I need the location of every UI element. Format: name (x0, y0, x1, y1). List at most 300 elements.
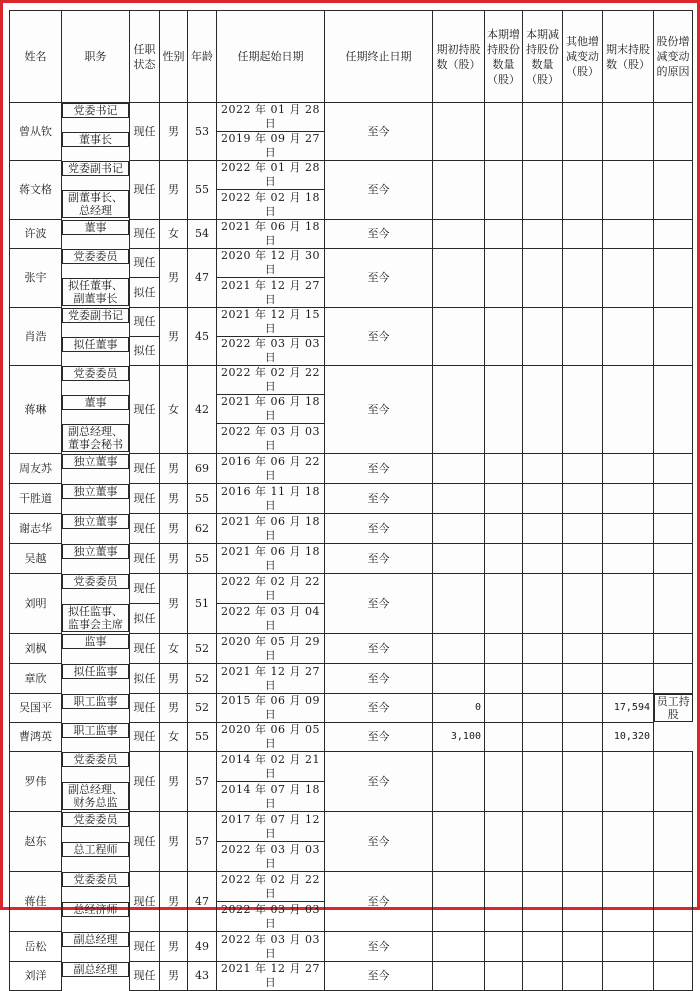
begin-shares (433, 484, 485, 514)
start-date: 2020 年 06 月 05 日 (217, 723, 325, 752)
change-reason (654, 484, 693, 514)
begin-shares: 3,100 (433, 723, 485, 752)
gender: 女 (160, 723, 188, 752)
tenure-status: 现任 (130, 872, 160, 932)
begin-shares (433, 962, 485, 991)
position-title: 党委委员 (62, 872, 129, 887)
begin-shares (433, 454, 485, 484)
tenure-status: 现任 (130, 484, 160, 514)
position-title: 副总经理、财务总监 (62, 782, 129, 810)
position-title: 党委副书记 (62, 161, 129, 176)
table-row (10, 664, 693, 694)
end-shares: 10,320 (603, 723, 654, 752)
age: 49 (188, 932, 217, 962)
end-date: 至今 (325, 664, 433, 694)
tenure-status: 拟任 (130, 664, 160, 694)
decrease-shares (523, 544, 563, 574)
person-name: 蒋佳 (10, 872, 62, 932)
position-title: 监事 (62, 634, 129, 649)
start-date: 2022 年 02 月 22 日 (217, 366, 325, 395)
other-change (563, 723, 603, 752)
tenure-status: 现任 (130, 454, 160, 484)
age: 55 (188, 161, 217, 220)
start-date: 2020 年 05 月 29 日 (217, 634, 325, 664)
begin-shares (433, 308, 485, 366)
start-date: 2017 年 07 月 12 日 (217, 812, 325, 842)
end-shares (603, 872, 654, 932)
begin-shares (433, 664, 485, 694)
increase-shares (485, 812, 523, 872)
other-change (563, 574, 603, 634)
other-change (563, 249, 603, 308)
person-name: 张宇 (10, 249, 62, 308)
position-title: 副总经理 (62, 962, 129, 977)
tenure-status: 现任 (130, 932, 160, 962)
change-reason (654, 664, 693, 694)
person-name: 罗伟 (10, 752, 62, 812)
tenure-status: 现任 (130, 103, 160, 161)
table-row (10, 544, 693, 574)
change-reason (654, 544, 693, 574)
table-row (10, 249, 693, 278)
end-date: 至今 (325, 812, 433, 872)
position-title: 拟任监事 (62, 664, 129, 679)
end-shares (603, 249, 654, 308)
tenure-status: 现任 (130, 723, 160, 752)
position-title: 职工监事 (62, 694, 129, 709)
increase-shares (485, 103, 523, 161)
tenure-status: 现任 (130, 161, 160, 220)
decrease-shares (523, 454, 563, 484)
change-reason (654, 454, 693, 484)
col-header-change-reason: 股份增减变动的原因 (654, 11, 693, 103)
gender: 男 (160, 308, 188, 366)
begin-shares (433, 220, 485, 249)
age: 57 (188, 752, 217, 812)
end-shares (603, 664, 654, 694)
decrease-shares (523, 308, 563, 366)
age: 62 (188, 514, 217, 544)
decrease-shares (523, 812, 563, 872)
tenure-status: 现任 (130, 220, 160, 249)
begin-shares (433, 812, 485, 872)
decrease-shares (523, 514, 563, 544)
age: 55 (188, 484, 217, 514)
age: 52 (188, 664, 217, 694)
person-name: 吴国平 (10, 694, 62, 723)
position-title: 党委书记 (62, 103, 129, 118)
end-shares (603, 308, 654, 366)
change-reason (654, 103, 693, 161)
person-name: 蒋文格 (10, 161, 62, 220)
person-name: 吴越 (10, 544, 62, 574)
shareholding-table (9, 10, 693, 991)
age: 45 (188, 308, 217, 366)
start-date: 2019 年 09 月 27 日 (217, 132, 325, 161)
position-title: 拟任董事、副董事长 (62, 278, 129, 306)
end-shares (603, 454, 654, 484)
gender: 男 (160, 249, 188, 308)
start-date: 2021 年 06 月 18 日 (217, 220, 325, 249)
col-header-begin-shares: 期初持股数（股） (433, 11, 485, 103)
tenure-status: 现任 (130, 544, 160, 574)
decrease-shares (523, 962, 563, 991)
increase-shares (485, 752, 523, 812)
end-shares (603, 366, 654, 454)
position-title: 独立董事 (62, 544, 129, 559)
person-name: 赵东 (10, 812, 62, 872)
col-header-gender: 性别 (160, 11, 188, 103)
start-date: 2022 年 02 月 18 日 (217, 190, 325, 220)
change-reason (654, 634, 693, 664)
change-reason (654, 308, 693, 366)
age: 53 (188, 103, 217, 161)
table-row (10, 574, 693, 604)
end-shares (603, 962, 654, 991)
gender: 男 (160, 812, 188, 872)
increase-shares (485, 962, 523, 991)
position-title: 副总经理、董事会秘书 (62, 424, 129, 452)
end-date: 至今 (325, 514, 433, 544)
person-name: 蒋琳 (10, 366, 62, 454)
col-header-increase: 本期增持股份数量（股） (485, 11, 523, 103)
gender: 男 (160, 514, 188, 544)
age: 52 (188, 634, 217, 664)
person-name: 刘明 (10, 574, 62, 634)
gender: 男 (160, 544, 188, 574)
increase-shares (485, 249, 523, 308)
increase-shares (485, 872, 523, 932)
decrease-shares (523, 161, 563, 220)
decrease-shares (523, 574, 563, 634)
gender: 女 (160, 634, 188, 664)
col-header-status: 任职状态 (130, 11, 160, 103)
table-row (10, 694, 693, 723)
end-date: 至今 (325, 249, 433, 308)
start-date: 2021 年 12 月 27 日 (217, 664, 325, 694)
gender: 女 (160, 366, 188, 454)
increase-shares (485, 544, 523, 574)
increase-shares (485, 694, 523, 723)
increase-shares (485, 484, 523, 514)
position-title: 董事 (62, 395, 129, 410)
start-date: 2022 年 01 月 28 日 (217, 103, 325, 132)
start-date: 2021 年 06 月 18 日 (217, 514, 325, 544)
person-name: 曾从钦 (10, 103, 62, 161)
start-date: 2022 年 03 月 03 日 (217, 337, 325, 366)
other-change (563, 366, 603, 454)
begin-shares (433, 634, 485, 664)
col-header-end-shares: 期末持股数（股） (603, 11, 654, 103)
start-date: 2022 年 01 月 28 日 (217, 161, 325, 190)
end-shares (603, 220, 654, 249)
table-row (10, 366, 693, 395)
end-shares (603, 514, 654, 544)
end-date: 至今 (325, 484, 433, 514)
decrease-shares (523, 634, 563, 664)
table-row (10, 723, 693, 752)
end-date: 至今 (325, 308, 433, 366)
other-change (563, 484, 603, 514)
end-shares (603, 103, 654, 161)
begin-shares (433, 366, 485, 454)
other-change (563, 544, 603, 574)
begin-shares (433, 161, 485, 220)
gender: 男 (160, 664, 188, 694)
person-name: 许波 (10, 220, 62, 249)
table-row (10, 634, 693, 664)
person-name: 刘洋 (10, 962, 62, 991)
person-name: 肖浩 (10, 308, 62, 366)
table-row (10, 812, 693, 842)
other-change (563, 308, 603, 366)
end-date: 至今 (325, 694, 433, 723)
end-date: 至今 (325, 220, 433, 249)
decrease-shares (523, 872, 563, 932)
gender: 男 (160, 574, 188, 634)
position-title: 职工监事 (62, 723, 129, 738)
position-title: 总工程师 (62, 842, 129, 857)
age: 47 (188, 872, 217, 932)
age: 51 (188, 574, 217, 634)
decrease-shares (523, 366, 563, 454)
col-header-name: 姓名 (10, 11, 62, 103)
start-date: 2014 年 07 月 18 日 (217, 782, 325, 812)
end-date: 至今 (325, 574, 433, 634)
table-row (10, 161, 693, 190)
person-name: 谢志华 (10, 514, 62, 544)
end-shares: 17,594 (603, 694, 654, 723)
start-date: 2021 年 12 月 27 日 (217, 962, 325, 991)
tenure-status: 现任 (130, 574, 160, 604)
change-reason (654, 366, 693, 454)
position-title: 拟任监事、监事会主席 (62, 604, 129, 632)
age: 54 (188, 220, 217, 249)
position-title: 副董事长、总经理 (62, 190, 129, 218)
begin-shares (433, 103, 485, 161)
start-date: 2021 年 06 月 18 日 (217, 544, 325, 574)
end-shares (603, 752, 654, 812)
person-name: 干胜道 (10, 484, 62, 514)
begin-shares (433, 932, 485, 962)
position-title: 独立董事 (62, 484, 129, 499)
table-row (10, 454, 693, 484)
age: 69 (188, 454, 217, 484)
tenure-status: 现任 (130, 694, 160, 723)
gender: 男 (160, 103, 188, 161)
col-header-age: 年龄 (188, 11, 217, 103)
col-header-other-change: 其他增减变动（股） (563, 11, 603, 103)
person-name: 章欣 (10, 664, 62, 694)
decrease-shares (523, 249, 563, 308)
position-title: 党委委员 (62, 249, 129, 264)
end-shares (603, 161, 654, 220)
col-header-position: 职务 (62, 11, 130, 103)
other-change (563, 962, 603, 991)
table-row (10, 220, 693, 249)
col-header-end-date: 任期终止日期 (325, 11, 433, 103)
person-name: 刘枫 (10, 634, 62, 664)
increase-shares (485, 514, 523, 544)
person-name: 岳松 (10, 932, 62, 962)
gender: 男 (160, 484, 188, 514)
start-date: 2021 年 12 月 27 日 (217, 278, 325, 308)
end-shares (603, 544, 654, 574)
gender: 男 (160, 454, 188, 484)
change-reason (654, 249, 693, 308)
start-date: 2014 年 02 月 21 日 (217, 752, 325, 782)
position-title: 拟任董事 (62, 337, 129, 352)
tenure-status: 现任 (130, 366, 160, 454)
person-name: 曹鸿英 (10, 723, 62, 752)
tenure-status: 现任 (130, 752, 160, 812)
increase-shares (485, 308, 523, 366)
table-row (10, 308, 693, 337)
age: 42 (188, 366, 217, 454)
gender: 男 (160, 161, 188, 220)
gender: 男 (160, 752, 188, 812)
start-date: 2021 年 12 月 15 日 (217, 308, 325, 337)
end-shares (603, 812, 654, 872)
change-reason (654, 220, 693, 249)
age: 55 (188, 723, 217, 752)
col-header-decrease: 本期减持股份数量（股） (523, 11, 563, 103)
position-title: 董事长 (62, 132, 129, 147)
increase-shares (485, 574, 523, 634)
tenure-status: 现任 (130, 962, 160, 991)
gender: 男 (160, 694, 188, 723)
end-shares (603, 932, 654, 962)
end-shares (603, 634, 654, 664)
end-date: 至今 (325, 454, 433, 484)
gender: 男 (160, 872, 188, 932)
gender: 男 (160, 962, 188, 991)
change-reason (654, 161, 693, 220)
begin-shares (433, 514, 485, 544)
position-title: 党委委员 (62, 574, 129, 589)
decrease-shares (523, 220, 563, 249)
end-date: 至今 (325, 962, 433, 991)
start-date: 2022 年 03 月 03 日 (217, 842, 325, 872)
begin-shares (433, 544, 485, 574)
start-date: 2022 年 03 月 03 日 (217, 424, 325, 454)
position-title: 总经济师 (62, 902, 129, 917)
other-change (563, 752, 603, 812)
end-shares (603, 574, 654, 634)
table-row (10, 514, 693, 544)
end-date: 至今 (325, 161, 433, 220)
end-date: 至今 (325, 544, 433, 574)
increase-shares (485, 634, 523, 664)
decrease-shares (523, 723, 563, 752)
age: 47 (188, 249, 217, 308)
age: 43 (188, 962, 217, 991)
begin-shares (433, 752, 485, 812)
table-row (10, 962, 693, 991)
end-date: 至今 (325, 723, 433, 752)
other-change (563, 514, 603, 544)
tenure-status: 拟任 (130, 337, 160, 366)
other-change (563, 103, 603, 161)
position-title: 党委委员 (62, 812, 129, 827)
position-title: 独立董事 (62, 514, 129, 529)
person-name: 周友苏 (10, 454, 62, 484)
start-date: 2016 年 06 月 22 日 (217, 454, 325, 484)
start-date: 2022 年 02 月 22 日 (217, 872, 325, 902)
end-date: 至今 (325, 932, 433, 962)
change-reason (654, 962, 693, 991)
other-change (563, 220, 603, 249)
increase-shares (485, 366, 523, 454)
decrease-shares (523, 694, 563, 723)
tenure-status: 现任 (130, 308, 160, 337)
col-header-start-date: 任期起始日期 (217, 11, 325, 103)
end-date: 至今 (325, 634, 433, 664)
tenure-status: 现任 (130, 634, 160, 664)
other-change (563, 872, 603, 932)
begin-shares (433, 872, 485, 932)
decrease-shares (523, 752, 563, 812)
begin-shares (433, 574, 485, 634)
end-date: 至今 (325, 872, 433, 932)
tenure-status: 现任 (130, 249, 160, 278)
table-row (10, 103, 693, 132)
change-reason (654, 932, 693, 962)
increase-shares (485, 932, 523, 962)
other-change (563, 634, 603, 664)
other-change (563, 694, 603, 723)
decrease-shares (523, 103, 563, 161)
age: 55 (188, 544, 217, 574)
increase-shares (485, 161, 523, 220)
start-date: 2021 年 06 月 18 日 (217, 395, 325, 424)
header-row (10, 11, 693, 103)
start-date: 2022 年 03 月 04 日 (217, 604, 325, 634)
other-change (563, 664, 603, 694)
gender: 男 (160, 932, 188, 962)
decrease-shares (523, 932, 563, 962)
increase-shares (485, 723, 523, 752)
end-shares (603, 484, 654, 514)
age: 52 (188, 694, 217, 723)
increase-shares (485, 220, 523, 249)
position-title: 副总经理 (62, 932, 129, 947)
other-change (563, 812, 603, 872)
table-row (10, 484, 693, 514)
other-change (563, 932, 603, 962)
begin-shares: 0 (433, 694, 485, 723)
table-row (10, 872, 693, 902)
change-reason (654, 574, 693, 634)
table-body (10, 103, 693, 991)
other-change (563, 161, 603, 220)
end-date: 至今 (325, 366, 433, 454)
increase-shares (485, 454, 523, 484)
gender: 女 (160, 220, 188, 249)
decrease-shares (523, 664, 563, 694)
other-change (563, 454, 603, 484)
tenure-status: 拟任 (130, 604, 160, 634)
start-date: 2022 年 03 月 03 日 (217, 902, 325, 932)
end-date: 至今 (325, 103, 433, 161)
begin-shares (433, 249, 485, 308)
table-row (10, 932, 693, 962)
tenure-status: 拟任 (130, 278, 160, 308)
position-title: 董事 (62, 220, 129, 235)
position-title: 独立董事 (62, 454, 129, 469)
start-date: 2022 年 03 月 03 日 (217, 932, 325, 962)
table-row (10, 752, 693, 782)
